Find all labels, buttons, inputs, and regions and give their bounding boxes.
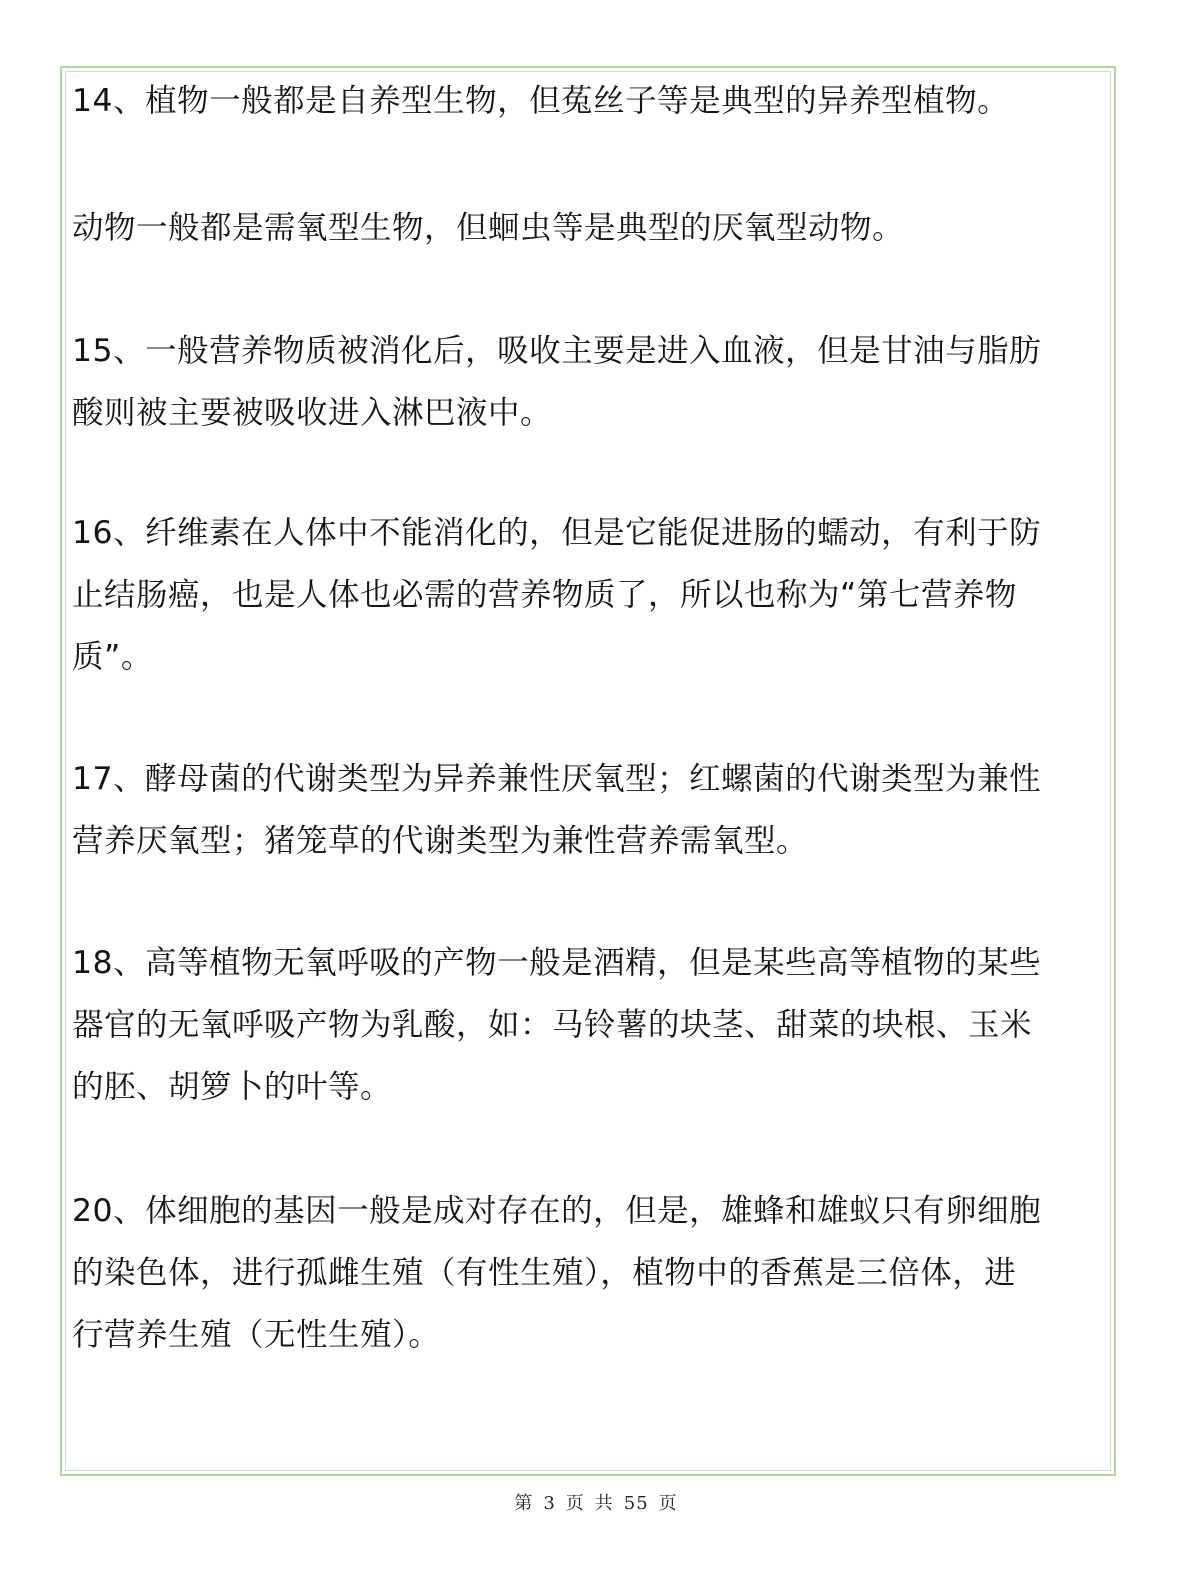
footer-page-word: 页 — [565, 1493, 585, 1514]
text-line: 20、体细胞的基因一般是成对存在的，但是，雄蜂和雄蚁只有卵细胞 — [72, 1193, 1042, 1229]
footer-total-pages: 55 — [623, 1493, 649, 1514]
text-line: 15、一般营养物质被消化后，吸收主要是进入血液，但是甘油与脂肪 — [72, 333, 1042, 369]
text-line: 17、酵母菌的代谢类型为异养兼性厌氧型；红螺菌的代谢类型为兼性 — [72, 761, 1042, 797]
text-line: 质”。 — [72, 639, 153, 675]
text-line: 器官的无氧呼吸产物为乳酸，如：马铃薯的块茎、甜菜的块根、玉米 — [72, 1007, 1033, 1043]
paragraph-18 — [72, 932, 1041, 1118]
paragraph-14-animals — [72, 197, 904, 259]
footer-current-page: 3 — [543, 1493, 556, 1514]
paragraph-14-plants — [72, 70, 1009, 132]
text-line: 16、纤维素在人体中不能消化的，但是它能促进肠的蠕动，有利于防 — [72, 515, 1042, 551]
footer-total-word: 共 — [594, 1493, 614, 1514]
footer-suffix: 页 — [658, 1493, 678, 1514]
paragraph-15 — [72, 320, 1041, 444]
text-line: 14、植物一般都是自养型生物，但菟丝子等是典型的异养型植物。 — [72, 83, 1010, 119]
text-line: 的染色体，进行孤雌生殖（有性生殖），植物中的香蕉是三倍体，进 — [72, 1255, 1017, 1291]
text-line: 行营养生殖（无性生殖）。 — [72, 1317, 441, 1353]
paragraph-17 — [72, 748, 1041, 872]
footer-prefix: 第 — [514, 1493, 534, 1514]
paragraph-20 — [72, 1180, 1041, 1366]
text-line: 的胚、胡箩卜的叶等。 — [72, 1069, 393, 1105]
page-footer — [0, 1489, 1192, 1515]
text-line: 动物一般都是需氧型生物，但蛔虫等是典型的厌氧型动物。 — [72, 210, 905, 246]
text-line: 止结肠癌，也是人体也必需的营养物质了，所以也称为“第七营养物 — [72, 577, 1017, 613]
text-line: 酸则被主要被吸收进入淋巴液中。 — [72, 395, 553, 431]
paragraph-16 — [72, 502, 1041, 688]
text-line: 营养厌氧型；猪笼草的代谢类型为兼性营养需氧型。 — [72, 823, 809, 859]
text-line: 18、高等植物无氧呼吸的产物一般是酒精，但是某些高等植物的某些 — [72, 945, 1042, 981]
